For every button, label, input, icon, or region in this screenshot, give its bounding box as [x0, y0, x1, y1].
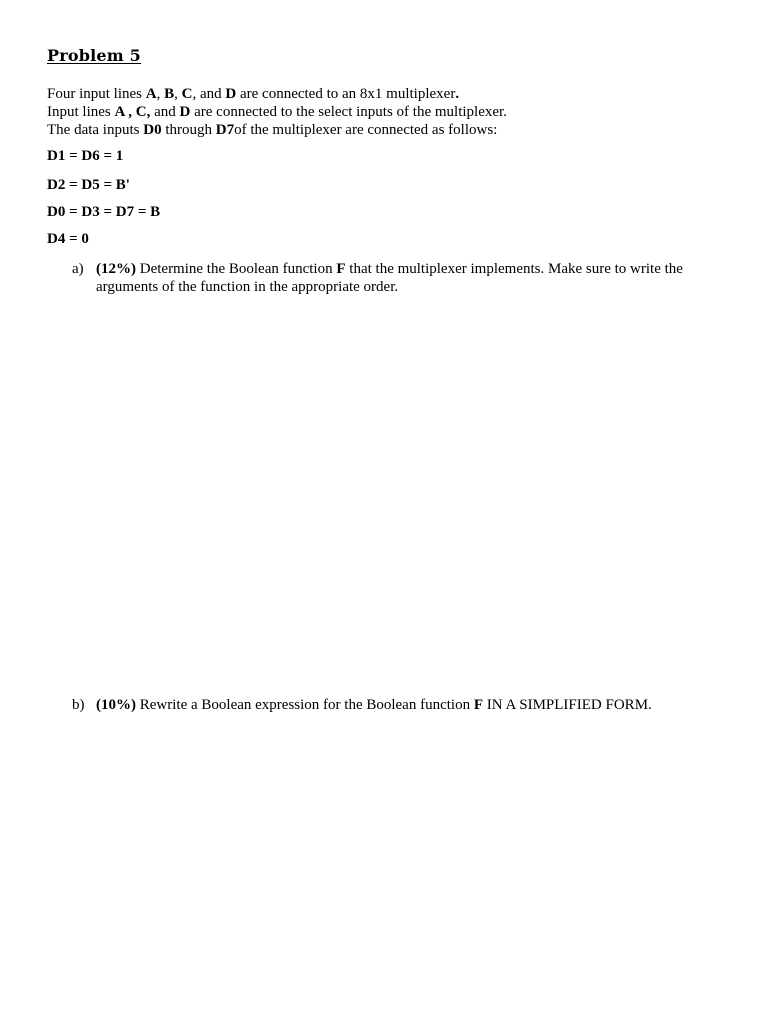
- intro-text: Input lines: [47, 104, 115, 120]
- select-a-label: A ,: [114, 104, 133, 120]
- question-a-line-2: arguments of the function in the appropriate order.: [96, 279, 399, 295]
- question-a-body: [96, 260, 683, 296]
- problem-intro: [47, 85, 507, 139]
- input-a-label: A: [145, 86, 157, 102]
- data-d7-label: D7: [215, 122, 235, 138]
- question-a: [72, 260, 683, 296]
- data-d0-label: D0: [143, 122, 162, 138]
- intro-text: are connected to an 8x1 multiplexer: [236, 86, 456, 102]
- intro-text: Four input lines: [47, 86, 146, 102]
- input-c-label: C: [181, 86, 193, 102]
- question-b: [72, 696, 652, 714]
- question-b-body: [96, 696, 652, 714]
- intro-text: and: [150, 104, 180, 120]
- question-a-text: Determine the Boolean function: [136, 261, 337, 277]
- select-d-label: D: [179, 104, 191, 120]
- intro-text: ,: [156, 86, 165, 102]
- function-f-label: F: [336, 261, 346, 277]
- input-d-label: D: [225, 86, 237, 102]
- equation-d2-d5: D2 = D5 = B': [47, 177, 130, 193]
- intro-text: , and: [192, 86, 226, 102]
- intro-text: ,: [174, 86, 182, 102]
- intro-line-3: [47, 121, 507, 139]
- input-b-label: B: [164, 86, 175, 102]
- intro-text: The data inputs: [47, 122, 144, 138]
- problem-title: Problem 5: [47, 46, 142, 65]
- question-a-marker: a): [72, 261, 84, 277]
- intro-line-2: [47, 103, 507, 121]
- intro-line-1: [47, 85, 507, 103]
- equation-d4: D4 = 0: [47, 231, 89, 247]
- question-b-text: IN A SIMPLIFIED FORM.: [483, 697, 652, 713]
- function-f-label: F: [473, 697, 483, 713]
- question-b-text: Rewrite a Boolean expression for the Boolean function: [136, 697, 474, 713]
- equation-d1-d6: D1 = D6 = 1: [47, 148, 124, 164]
- intro-period: .: [455, 86, 460, 102]
- intro-text: are connected to the select inputs of the multiplexer.: [190, 104, 507, 120]
- equation-d0-d3-d7: D0 = D3 = D7 = B: [47, 204, 161, 220]
- question-b-marker: b): [72, 697, 85, 713]
- question-a-text: that the multiplexer implements. Make sure to write the: [345, 261, 683, 277]
- intro-text: of the multiplexer are connected as follows:: [234, 122, 498, 138]
- select-c-label: C,: [135, 104, 151, 120]
- intro-text: through: [161, 122, 216, 138]
- question-a-points: (12%): [96, 261, 136, 277]
- question-b-points: (10%): [96, 697, 136, 713]
